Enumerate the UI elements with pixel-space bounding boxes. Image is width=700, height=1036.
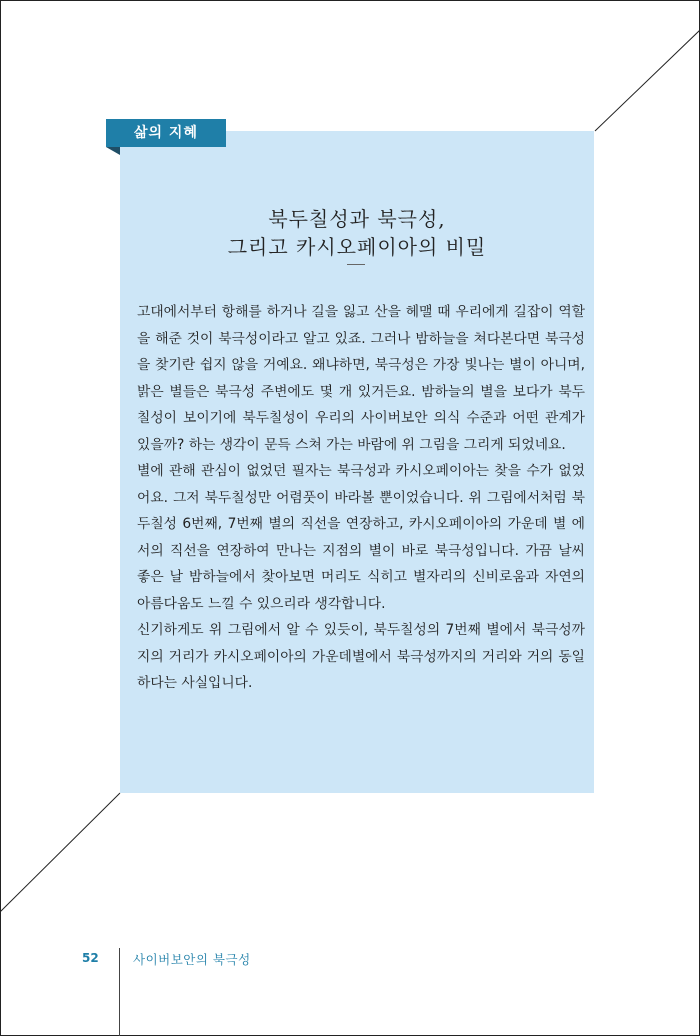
- section-tab-fold: [106, 147, 120, 155]
- article-body: [137, 299, 585, 697]
- page-number: 52: [82, 951, 99, 965]
- running-title: 사이버보안의 북극성: [133, 952, 251, 967]
- paragraph-3: 신기하게도 위 그림에서 알 수 있듯이, 북두칠성의 7번째 별에서 북극성까지의 거리가 카시오페이아의 가운데별에서 북극성까지의 거리와 거의 동일하다는 사실입니다.: [137, 622, 585, 691]
- article-title: [120, 205, 594, 261]
- article-title-line-1: 북두칠성과 북극성,: [268, 207, 446, 231]
- article-title-line-2: 그리고 카시오페이아의 비밀: [227, 235, 487, 259]
- section-tag: 삶의 지혜: [106, 119, 226, 147]
- paragraph-2: 별에 관해 관심이 없었던 필자는 북극성과 카시오페이아는 찾을 수가 없었어요. 그저 북두칠성만 어렴풋이 바라볼 뿐이었습니다. 위 그림에서처럼 북두칠성 6번째, 7번째 별의 직선을 연장하고, 카시오페이아의 가운데 별 에서의 직선을 연장하여 만나는 지점의 별이 바로 북극성입니다. 가끔 날씨 좋은 날 밤하늘에서 찾아보면 머리도 식히고 별자리의 신비로움과 자연의 아름다움도 느낄 수 있으리라 생각합니다.: [137, 463, 585, 612]
- paragraph-1: 고대에서부터 항해를 하거나 길을 잃고 산을 헤맬 때 우리에게 길잡이 역할을 해준 것이 북극성이라고 알고 있죠. 그러나 밤하늘을 쳐다본다면 북극성을 찾기란 쉽지 않을 거예요. 왜냐하면, 북극성은 가장 빛나는 별이 아니며, 밝은 별들은 북극성 주변에도 몇 개 있거든요. 밤하늘의 별을 보다가 북두칠성이 보이기에 북두칠성이 우리의 사이버보안 의식 수준과 어떤 관계가 있을까? 하는 생각이 문득 스쳐 가는 바람에 위 그림을 그리게 되었네요.: [137, 304, 585, 453]
- footer-divider: [119, 948, 120, 1036]
- title-underline: [347, 264, 365, 265]
